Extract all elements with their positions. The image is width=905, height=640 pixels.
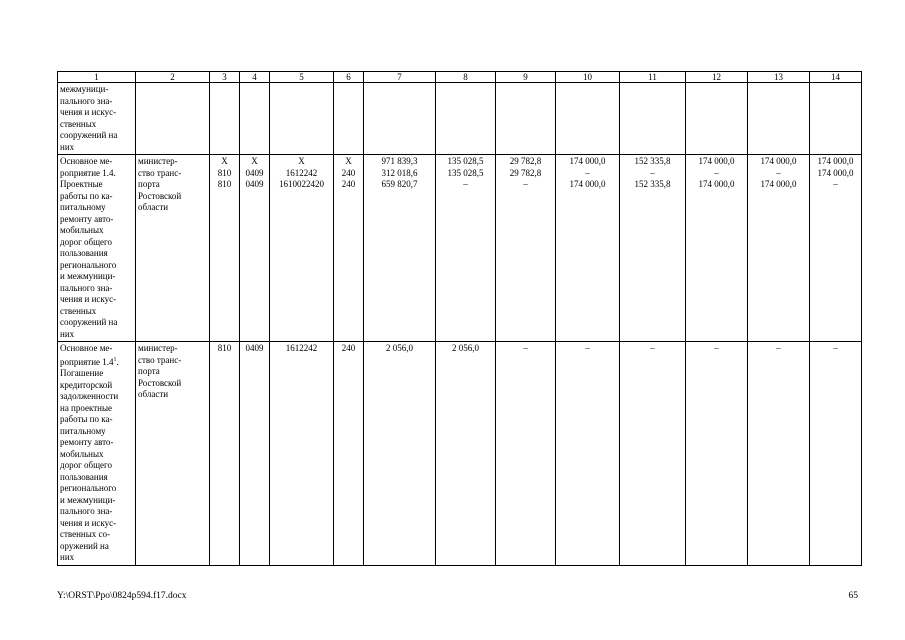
cell-value: 2 056,0 [386, 343, 413, 353]
column-number-9: 9 [496, 72, 556, 83]
table-row [58, 342, 862, 566]
column-number-2: 2 [136, 72, 210, 83]
cell-value: 152 335,8 [634, 156, 671, 166]
value-cell-col-13 [748, 342, 810, 566]
value-cell-col-3 [210, 155, 240, 342]
cell-value: 1610022420 [279, 179, 324, 189]
column-number-10: 10 [556, 72, 620, 83]
cell-value: 135 028,5 [447, 156, 484, 166]
cell-value: Х [251, 156, 258, 166]
value-cell-col-12 [686, 83, 748, 155]
value-cell-col-11 [620, 83, 686, 155]
activity-name-continued: . Погашение кредиторской задолженности на проектные работы по ка- питальному ремонту авто- мобильных дорог общего пользования регионального и межмуници- пального зна- чения и искус- ственных со- оружений на них [60, 356, 119, 562]
value-cell-col-10 [556, 342, 620, 566]
value-cell-col-8 [436, 155, 496, 342]
value-cell-col-9 [496, 83, 556, 155]
cell-value: 174 000,0 [569, 179, 606, 189]
activity-name-cell [58, 83, 136, 155]
cell-value: – [714, 167, 719, 178]
value-cell-col-5 [270, 155, 334, 342]
value-cell-col-9 [496, 155, 556, 342]
value-cell-col-14 [810, 83, 862, 155]
value-cell-col-5 [270, 83, 334, 155]
cell-value: 810 [217, 179, 232, 189]
column-number-8: 8 [436, 72, 496, 83]
cell-value: – [650, 343, 655, 353]
cell-value: – [463, 179, 468, 189]
value-cell-col-3 [210, 342, 240, 566]
value-cell-col-3 [210, 83, 240, 155]
value-cell-col-4 [240, 155, 270, 342]
cell-value: – [833, 343, 838, 353]
value-cell-col-7 [364, 155, 436, 342]
cell-value: – [833, 179, 838, 189]
column-number-1: 1 [58, 72, 136, 83]
cell-value: 2 056,0 [452, 343, 479, 353]
table-row [58, 83, 862, 155]
cell-value: 971 839,3 [381, 156, 418, 166]
activity-name: Основное ме- роприятие 1.4 [60, 343, 114, 367]
value-cell-col-11 [620, 155, 686, 342]
cell-value: 174 000,0 [569, 156, 606, 166]
column-number-6: 6 [334, 72, 364, 83]
value-cell-col-11 [620, 342, 686, 566]
cell-value: 135 028,5 [447, 167, 484, 178]
cell-value: 174 000,0 [698, 179, 735, 189]
value-cell-col-10 [556, 83, 620, 155]
value-cell-col-4 [240, 83, 270, 155]
budget-table [57, 71, 862, 566]
table-row [58, 155, 862, 342]
cell-value: 174 000,0 [817, 156, 854, 166]
footnote-marker: 1 [113, 356, 117, 363]
cell-value: – [523, 179, 528, 189]
column-number-5: 5 [270, 72, 334, 83]
cell-value: 0409 [245, 167, 264, 178]
value-cell-col-7 [364, 83, 436, 155]
cell-value: – [523, 343, 528, 353]
column-number-7: 7 [364, 72, 436, 83]
value-cell-col-12 [686, 342, 748, 566]
page-number: 65 [848, 591, 858, 601]
value-cell-col-6 [334, 155, 364, 342]
activity-name-cell [58, 342, 136, 566]
cell-value: 810 [217, 167, 232, 178]
cell-value: 240 [341, 179, 356, 189]
cell-value: 29 782,8 [509, 156, 542, 166]
value-cell-col-14 [810, 342, 862, 566]
value-cell-col-7 [364, 342, 436, 566]
value-cell-col-14 [810, 155, 862, 342]
cell-value: 0409 [245, 343, 264, 353]
column-number-14: 14 [810, 72, 862, 83]
activity-name: Основное ме- роприятие 1.4. Проектные работы по ка- питальному ремонту авто- мобильных дорог общего пользования регионального и межмуници- пального зна- чения и искус- ственных сооружений на них [60, 156, 118, 339]
cell-value: 810 [217, 343, 232, 353]
value-cell-col-4 [240, 342, 270, 566]
cell-value: 1612242 [285, 167, 318, 178]
column-number-11: 11 [620, 72, 686, 83]
cell-value: Х [345, 156, 352, 166]
value-cell-col-8 [436, 83, 496, 155]
column-number-3: 3 [210, 72, 240, 83]
cell-value: 174 000,0 [817, 167, 854, 178]
column-number-12: 12 [686, 72, 748, 83]
activity-name: межмуници- пального зна- чения и искус- ственных сооружений на них [60, 84, 118, 152]
column-number-4: 4 [240, 72, 270, 83]
value-cell-col-13 [748, 83, 810, 155]
executor-cell: министер- ство транс- порта Ростовской области [136, 342, 210, 566]
cell-value: 152 335,8 [634, 179, 671, 189]
value-cell-col-9 [496, 342, 556, 566]
footer-file-path: Y:\ORST\Ppo\0824p594.f17.docx [57, 591, 187, 601]
cell-value: 174 000,0 [760, 156, 797, 166]
cell-value: 240 [341, 343, 356, 353]
value-cell-col-6 [334, 342, 364, 566]
value-cell-col-5 [270, 342, 334, 566]
cell-value: 29 782,8 [509, 167, 542, 178]
value-cell-col-8 [436, 342, 496, 566]
value-cell-col-10 [556, 155, 620, 342]
cell-value: – [585, 343, 590, 353]
cell-value: – [776, 167, 781, 178]
cell-value: 174 000,0 [760, 179, 797, 189]
executor-cell: министер- ство транс- порта Ростовской области [136, 155, 210, 342]
value-cell-col-6 [334, 83, 364, 155]
activity-name-cell [58, 155, 136, 342]
value-cell-col-12 [686, 155, 748, 342]
cell-value: – [776, 343, 781, 353]
cell-value: 1612242 [285, 343, 318, 353]
cell-value: Х [298, 156, 305, 166]
cell-value: – [650, 167, 655, 178]
cell-value: 174 000,0 [698, 156, 735, 166]
cell-value: Х [221, 156, 228, 166]
cell-value: 0409 [245, 179, 264, 189]
cell-value: – [585, 167, 590, 178]
cell-value: – [714, 343, 719, 353]
column-number-13: 13 [748, 72, 810, 83]
executor-cell [136, 83, 210, 155]
value-cell-col-13 [748, 155, 810, 342]
cell-value: 659 820,7 [381, 179, 418, 189]
cell-value: 240 [341, 167, 356, 178]
cell-value: 312 018,6 [381, 167, 418, 178]
header-row [58, 72, 862, 83]
